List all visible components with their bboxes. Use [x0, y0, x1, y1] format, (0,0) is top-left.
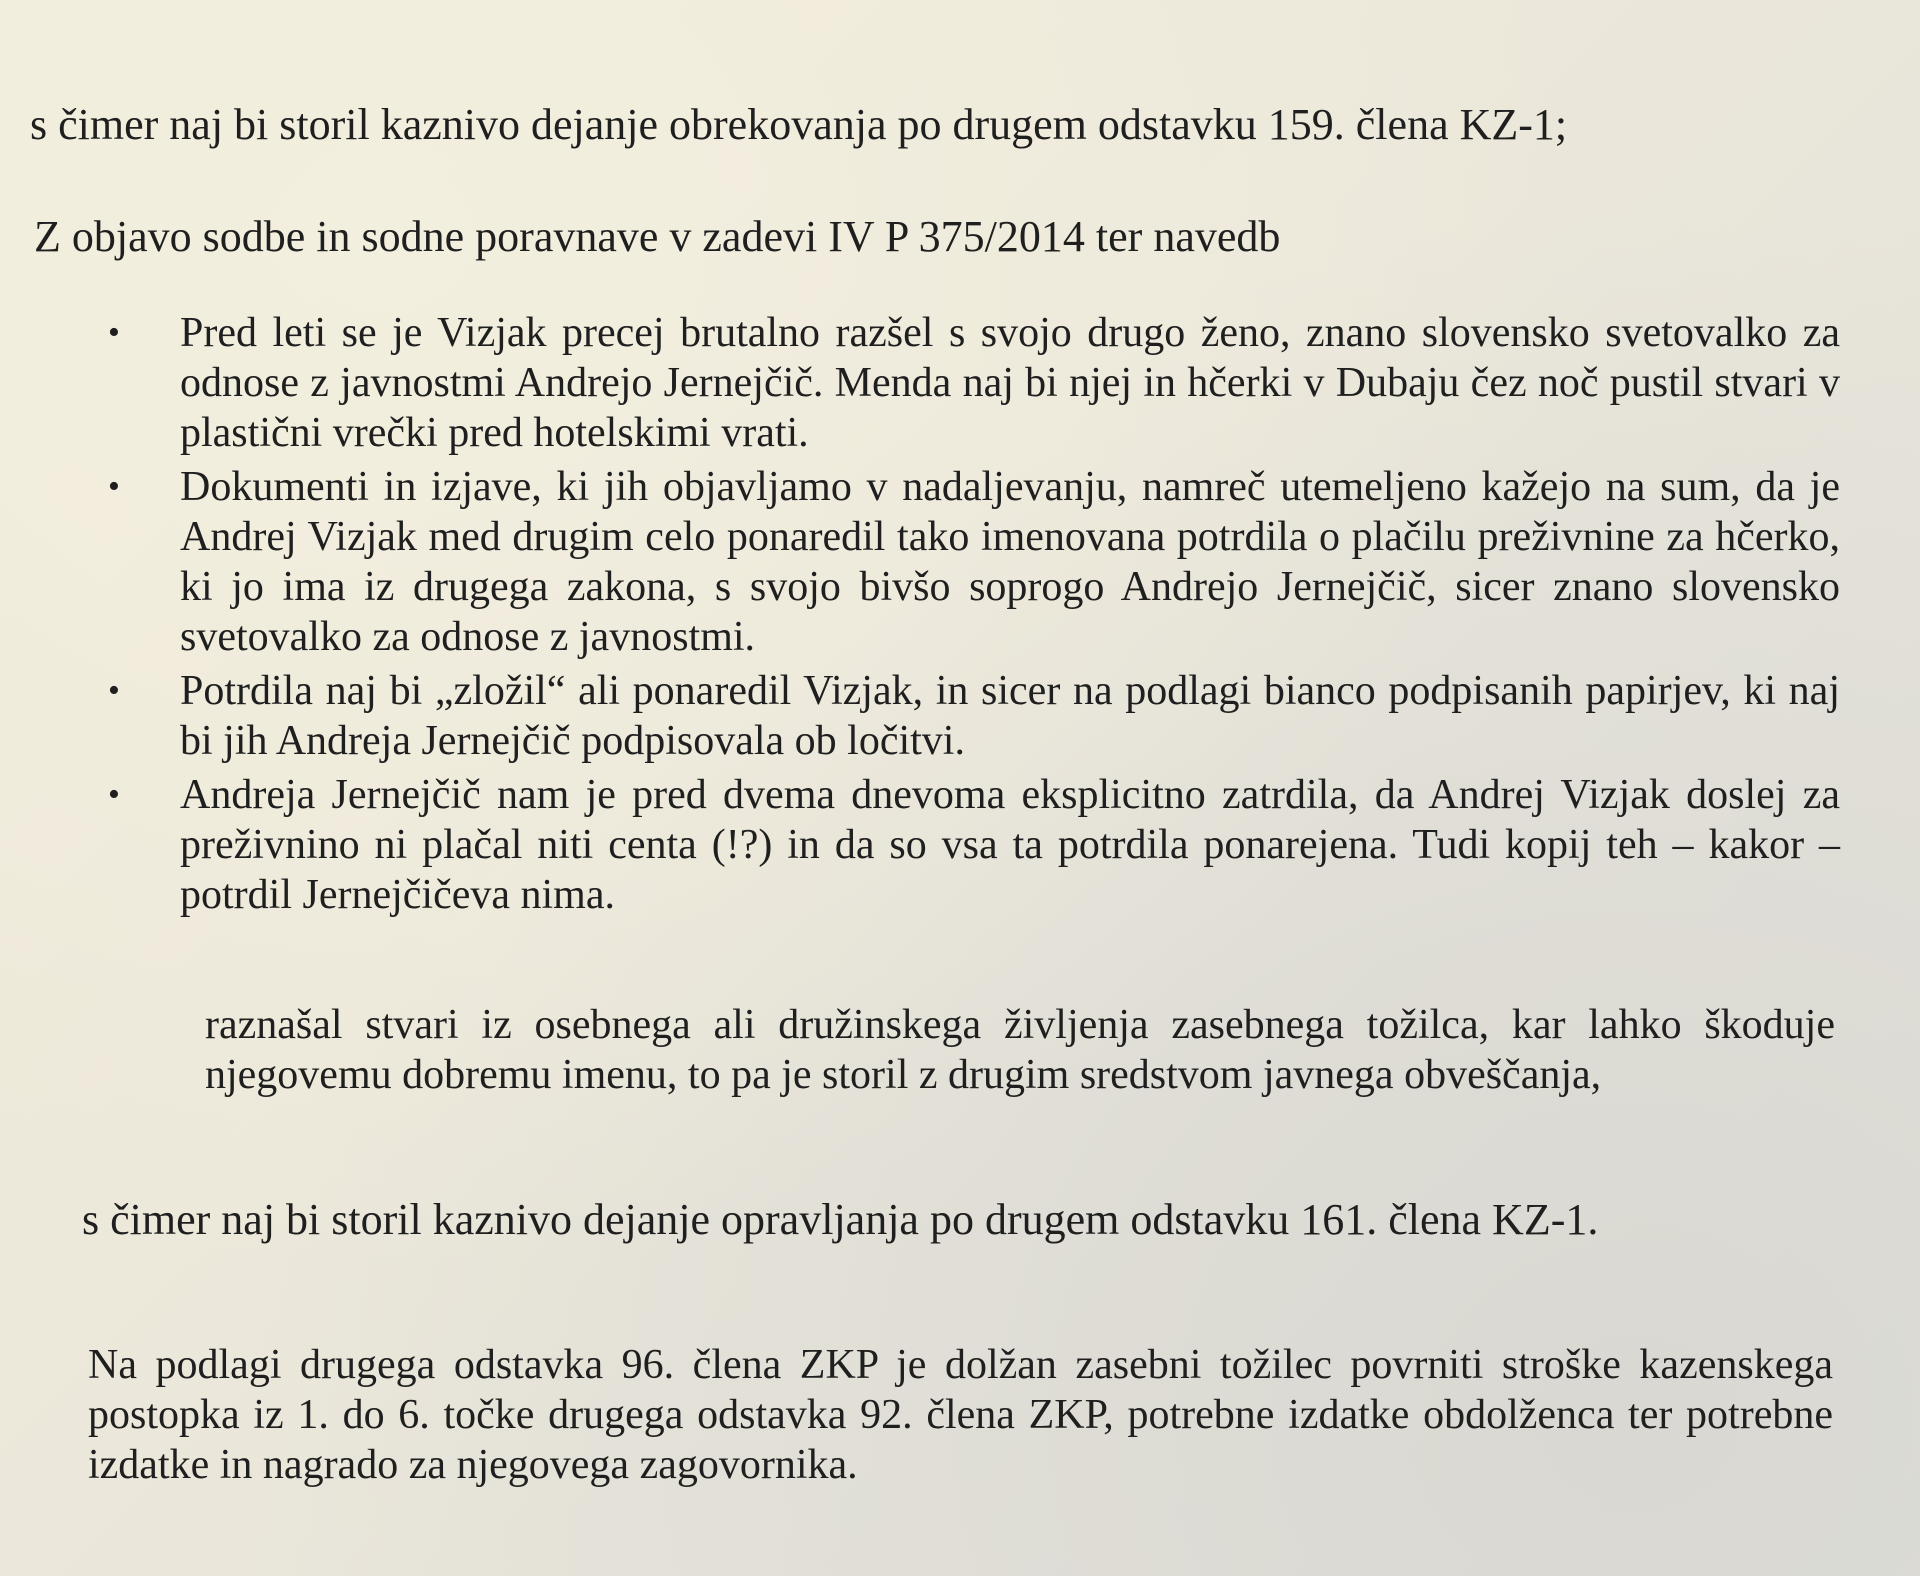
- final-paragraph: Na podlagi drugega odstavka 96. člena ZKP je dolžan zasebni tožilec povrniti stroške kazenskega postopka iz 1. do 6. točke drugega odstavka 92. člena ZKP, potrebne izdatke obdolženca ter potrebne izdatke in nagrado za njegovega zagovornika.: [88, 1342, 1833, 1488]
- bullet-list: [100, 308, 1840, 920]
- bullet-text-1: Pred leti se je Vizjak precej brutalno razšel s svojo drugo ženo, znano slovensko svetovalko za odnose z javnostmi Andrejo Jernejčič. Menda naj bi njej in hčerki v Dubaju čez noč pustil stvari v plastični vrečki pred hotelskimi vrati.: [180, 310, 1840, 456]
- bullet-text-4: Andreja Jernejčič nam je pred dvema dnevoma eksplicitno zatrdila, da Andrej Vizjak doslej za preživnino ni plačal niti centa (!?) in da so vsa ta potrdila ponarejena. Tudi kopij teh – kakor – potrdil Jernejčičeva nima.: [180, 772, 1840, 918]
- bullet-dot-icon: •: [108, 468, 120, 505]
- bullet-item-4: [100, 770, 1840, 920]
- bullet-dot-icon: •: [108, 776, 120, 813]
- indented-paragraph: raznašal stvari iz osebnega ali družinskega življenja zasebnega tožilca, kar lahko škoduje njegovemu dobremu imenu, to pa je storil z drugim sredstvom javnega obveščanja,: [205, 1002, 1835, 1098]
- bullet-item-1: [100, 308, 1840, 458]
- intro-line-2: Z objavo sodbe in sodne poravnave v zadevi IV P 375/2014 ter navedb: [34, 212, 1281, 261]
- bullet-dot-icon: •: [108, 672, 120, 709]
- conclusion-line: s čimer naj bi storil kaznivo dejanje opravljanja po drugem odstavku 161. člena KZ-1.: [82, 1195, 1599, 1244]
- bullet-item-3: [100, 666, 1840, 766]
- bullet-item-2: [100, 462, 1840, 662]
- bullet-text-3: Potrdila naj bi „zložil“ ali ponaredil Vizjak, in sicer na podlagi bianco podpisanih papirjev, ki naj bi jih Andreja Jernejčič podpisovala ob ločitvi.: [180, 668, 1840, 764]
- bullet-text-2: Dokumenti in izjave, ki jih objavljamo v nadaljevanju, namreč utemeljeno kažejo na sum, da je Andrej Vizjak med drugim celo ponaredil tako imenovana potrdila o plačilu preživnine za hčerko, ki jo ima iz drugega zakona, s svojo bivšo soprogo Andrejo Jernejčič, sicer znano slovensko svetovalko za odnose z javnostmi.: [180, 464, 1840, 660]
- intro-line-1: s čimer naj bi storil kaznivo dejanje obrekovanja po drugem odstavku 159. člena KZ-1;: [30, 100, 1568, 149]
- bullet-dot-icon: •: [108, 314, 120, 351]
